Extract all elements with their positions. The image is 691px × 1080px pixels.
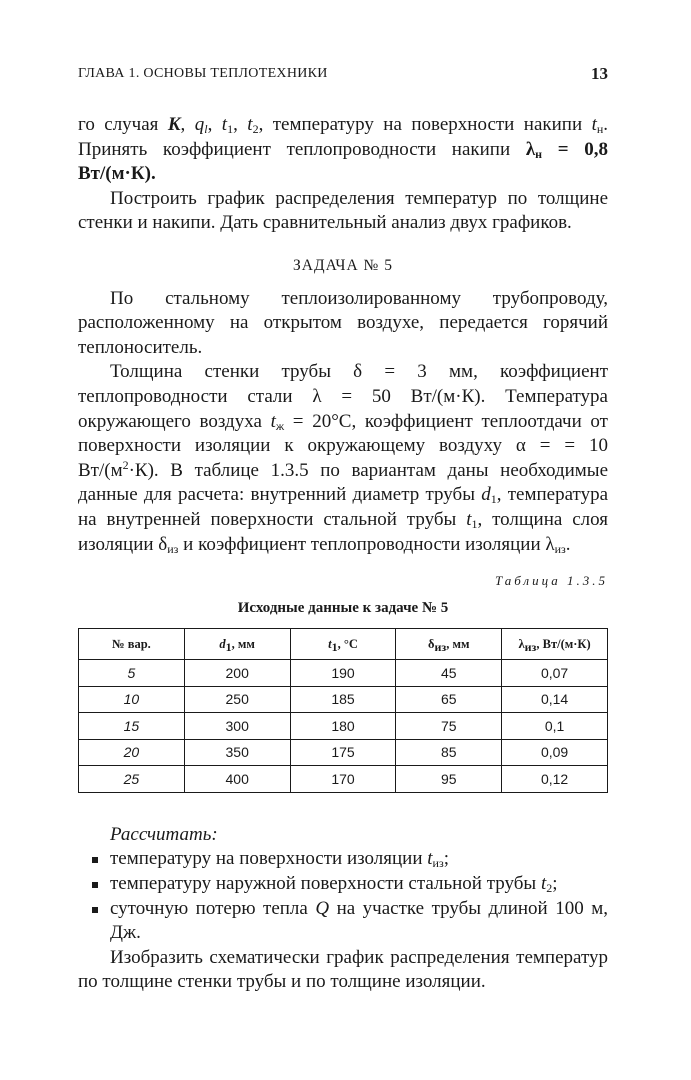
table-row [79, 686, 608, 713]
cell-delta: 45 [396, 660, 502, 687]
header-t1: $t_1$, °С [290, 629, 396, 660]
table-row [79, 713, 608, 740]
cell-delta: 95 [396, 766, 502, 793]
cell-d1: 250 [184, 686, 290, 713]
header-delta: $\delta_{из}$, мм [396, 629, 502, 660]
page-header [78, 64, 608, 88]
list-item: температуру на поверхности изоляции $t_{из}$; [78, 847, 608, 872]
task-title: ЗАДАЧА № 5 [293, 256, 393, 274]
table-header-row [79, 629, 608, 660]
cell-delta: 75 [396, 713, 502, 740]
cell-variant: 5 [79, 660, 185, 687]
task-paragraph-1: По стальному теплоизолированному трубопроводу, расположенному на открытом воздухе, передается горячий теплоноситель. [78, 287, 608, 358]
intro-paragraph-1: го случая K, $q_l$, $t_1$, $t_2$, температуру на поверхности накипи $t_н$. Принять коэффициент теплопроводности накипи $\lambda_н = 0,8$ Вт/(м·К). [78, 114, 609, 185]
table-row [79, 766, 608, 793]
cell-lambda: 0,14 [502, 686, 608, 713]
intro-paragraph-2: Построить график распределения температур по толщине стенки и накипи. Дать сравнительный анализ двух графиков. [78, 187, 608, 234]
table-label: Таблица 1.3.5 [494, 573, 608, 589]
cell-variant: 10 [79, 686, 185, 713]
page-body [78, 113, 608, 995]
cell-variant: 15 [79, 713, 185, 740]
cell-t1: 175 [290, 739, 396, 766]
table-row [79, 660, 608, 687]
cell-lambda: 0,1 [502, 713, 608, 740]
cell-lambda: 0,07 [502, 660, 608, 687]
running-head: ГЛАВА 1. ОСНОВЫ ТЕПЛОТЕХНИКИ [78, 66, 328, 81]
calc-list [78, 847, 608, 945]
cell-d1: 200 [184, 660, 290, 687]
cell-variant: 20 [79, 739, 185, 766]
header-variant: № вар. [79, 629, 185, 660]
cell-lambda: 0,09 [502, 739, 608, 766]
cell-t1: 190 [290, 660, 396, 687]
cell-d1: 350 [184, 739, 290, 766]
list-item: суточную потерю тепла Q на участке трубы длиной 100 м, Дж. [78, 897, 608, 946]
data-table [78, 628, 608, 793]
list-item: температуру наружной поверхности стальной трубы $t_2$; [78, 872, 608, 897]
cell-d1: 300 [184, 713, 290, 740]
cell-delta: 85 [396, 739, 502, 766]
final-paragraph: Изобразить схематически график распределения температур по толщине стенки трубы и по толщине изоляции. [78, 946, 608, 993]
cell-t1: 185 [290, 686, 396, 713]
cell-t1: 170 [290, 766, 396, 793]
cell-d1: 400 [184, 766, 290, 793]
task-paragraph-2: Толщина стенки трубы δ = 3 мм, коэффициент теплопроводности стали λ = 50 Вт/(м·К). Температура окружающего воздуха $t_ж = 20^\circ С$, коэффициент теплоотдачи от поверхности изоляции к окружающему воздуху α = = 10 $Вт/(м^2\cdot К)$. В таблице 1.3.5 по вариантам даны необходимые данные для расчета: внутренний диаметр трубы $d_1$, температура на внутренней поверхности стальной трубы $t_1$, толщина слоя изоляции $\delta_{из}$ и коэффициент теплопроводности изоляции $\lambda_{из}$. [78, 361, 609, 556]
header-d1: $d_1$, мм [184, 629, 290, 660]
cell-delta: 65 [396, 686, 502, 713]
table-title: Исходные данные к задаче № 5 [237, 599, 449, 616]
header-lambda: $\lambda_{из}$, Вт/(м·К) [502, 629, 608, 660]
cell-variant: 25 [79, 766, 185, 793]
cell-t1: 180 [290, 713, 396, 740]
table-row [79, 739, 608, 766]
cell-lambda: 0,12 [502, 766, 608, 793]
page-number: 13 [591, 64, 608, 83]
calc-label: Рассчитать: [110, 823, 218, 845]
